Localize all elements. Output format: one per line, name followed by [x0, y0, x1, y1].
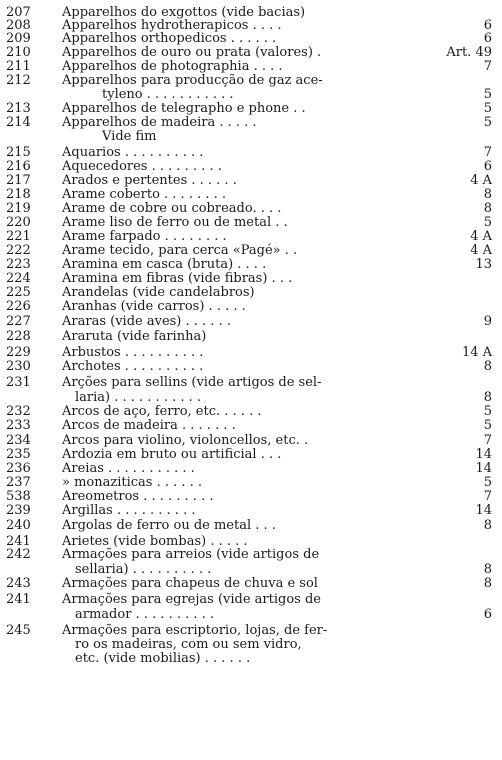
entry-number: 538 [6, 489, 31, 504]
entry-number: 223 [6, 257, 31, 272]
entry-number: 242 [6, 547, 31, 562]
entry-value: 8 [483, 201, 492, 216]
entry-number: 243 [6, 576, 31, 591]
entry-number: 230 [6, 359, 31, 374]
list-item [0, 606, 502, 623]
entry-description: Apparelhos de telegrapho e phone . . [62, 101, 306, 116]
entry-description: Arietes (vide bombas) . . . . . [62, 534, 248, 549]
entry-number: 220 [6, 215, 31, 230]
entry-description: Arbustos . . . . . . . . . . [62, 345, 204, 360]
entry-description: etc. (vide mobilias) . . . . . . [75, 651, 251, 666]
entry-number: 207 [6, 5, 31, 20]
entry-number: 217 [6, 173, 31, 188]
entry-value: 7 [483, 145, 492, 160]
entry-description: armador . . . . . . . . . . [75, 607, 215, 622]
entry-number: 233 [6, 418, 31, 433]
entry-number: 241 [6, 534, 31, 549]
entry-number: 229 [6, 345, 31, 360]
entry-value: 5 [483, 418, 492, 433]
entry-description: Armações para arreios (vide artigos de [62, 547, 320, 562]
entry-number: 209 [6, 31, 31, 46]
entry-description: Arame coberto . . . . . . . . [62, 187, 227, 202]
entry-description: tyleno . . . . . . . . . . . [102, 87, 234, 102]
entry-description: Armações para egrejas (vide artigos de [62, 592, 321, 607]
list-item [0, 328, 502, 345]
entry-value: Art. 49 [446, 45, 492, 60]
entry-number: 221 [6, 229, 31, 244]
entry-description: Arcos para violino, violoncellos, etc. . [62, 433, 309, 448]
entry-value: 7 [483, 59, 492, 74]
entry-value: 7 [483, 433, 492, 448]
entry-number: 222 [6, 243, 31, 258]
entry-description: Apparelhos orthopedicos . . . . . . [62, 31, 277, 46]
list-item [0, 650, 502, 667]
entry-description: Archotes . . . . . . . . . . [62, 359, 204, 374]
entry-number: 241 [6, 592, 31, 607]
entry-description: Armações para chapeus de chuva e sol [62, 576, 318, 591]
entry-description: Arame farpado . . . . . . . . [62, 229, 227, 244]
entry-value: 14 A [461, 345, 492, 360]
entry-number: 234 [6, 433, 31, 448]
entry-value: 6 [483, 159, 492, 174]
entry-value: 6 [483, 607, 492, 622]
entry-description: » monaziticas . . . . . . [62, 475, 203, 490]
entry-value: 14 [475, 461, 492, 476]
entry-number: 245 [6, 623, 31, 638]
entry-description: sellaria) . . . . . . . . . . [75, 562, 212, 577]
entry-description: Areometros . . . . . . . . . [62, 489, 214, 504]
entry-number: 219 [6, 201, 31, 216]
entry-description: Arandelas (vide candelabros) [62, 285, 255, 300]
entry-number: 227 [6, 314, 31, 329]
entry-description: Vide fim [102, 129, 157, 144]
entry-number: 228 [6, 329, 31, 344]
entry-description: Argolas de ferro ou de metal . . . [62, 518, 276, 533]
entry-value: 5 [483, 101, 492, 116]
entry-number: 210 [6, 45, 31, 60]
entry-description: laria) . . . . . . . . . . . [75, 390, 202, 405]
entry-number: 231 [6, 375, 31, 390]
entry-number: 235 [6, 447, 31, 462]
entry-number: 215 [6, 145, 31, 160]
entry-number: 211 [6, 59, 31, 74]
entry-description: Argillas . . . . . . . . . . [62, 503, 196, 518]
entry-number: 232 [6, 404, 31, 419]
entry-value: 4 A [470, 243, 492, 258]
entry-description: Apparelhos de ouro ou prata (valores) . [62, 45, 322, 60]
entry-value: 7 [483, 489, 492, 504]
entry-number: 218 [6, 187, 31, 202]
entry-value: 8 [483, 576, 492, 591]
entry-value: 6 [483, 18, 492, 33]
entry-value: 5 [483, 475, 492, 490]
entry-number: 212 [6, 73, 31, 88]
entry-value: 8 [483, 187, 492, 202]
entry-description: Armações para escriptorio, lojas, de fer- [62, 623, 328, 638]
list-item [0, 517, 502, 534]
entry-value: 4 A [470, 173, 492, 188]
entry-description: Arcos de aço, ferro, etc. . . . . . [62, 404, 262, 419]
entry-description: Ardozia em bruto ou artificial . . . [62, 447, 282, 462]
entry-description: Aranhas (vide carros) . . . . . [62, 299, 246, 314]
entry-description: Araras (vide aves) . . . . . . [62, 314, 231, 329]
entry-description: Arame de cobre ou cobreado. . . . [62, 201, 282, 216]
entry-description: Apparelhos de photographia . . . . [62, 59, 283, 74]
entry-value: 8 [483, 562, 492, 577]
list-item [0, 358, 502, 375]
entry-value: 13 [475, 257, 492, 272]
entry-number: 214 [6, 115, 31, 130]
entry-number: 216 [6, 159, 31, 174]
entry-value: 8 [483, 518, 492, 533]
entry-description: Apparelhos do exgottos (vide bacias) [62, 5, 306, 20]
entry-value: 5 [483, 215, 492, 230]
entry-description: ro os madeiras, com ou sem vidro, [75, 637, 302, 652]
entry-description: Arcos de madeira . . . . . . . [62, 418, 236, 433]
entry-number: 239 [6, 503, 31, 518]
entry-description: Arame tecido, para cerca «Pagé» . . [62, 243, 298, 258]
entry-value: 8 [483, 359, 492, 374]
entry-value: 14 [475, 503, 492, 518]
entry-description: Apparelhos hydrotherapicos . . . . [62, 18, 282, 33]
entry-number: 236 [6, 461, 31, 476]
entry-number: 213 [6, 101, 31, 116]
entry-description: Arções para sellins (vide artigos de sel- [62, 375, 322, 390]
entry-description: Arame liso de ferro ou de metal . . [62, 215, 288, 230]
entry-number: 224 [6, 271, 31, 286]
entry-number: 225 [6, 285, 31, 300]
entry-value: 14 [475, 447, 492, 462]
entry-description: Aramina em casca (bruta) . . . . [62, 257, 267, 272]
entry-value: 5 [483, 404, 492, 419]
entry-description: Aquecedores . . . . . . . . . [62, 159, 222, 174]
list-item [0, 575, 502, 592]
entry-description: Arados e pertentes . . . . . . [62, 173, 237, 188]
entry-description: Apparelhos de madeira . . . . . [62, 115, 257, 130]
entry-description: Aramina em fibras (vide fibras) . . . [62, 271, 293, 286]
entry-number: 240 [6, 518, 31, 533]
entry-number: 226 [6, 299, 31, 314]
entry-value: 5 [483, 87, 492, 102]
entry-description: Aquarios . . . . . . . . . . [62, 145, 204, 160]
entry-value: 6 [483, 31, 492, 46]
list-item [0, 128, 502, 145]
entry-number: 237 [6, 475, 31, 490]
entry-number: 208 [6, 18, 31, 33]
entry-description: Areias . . . . . . . . . . . [62, 461, 195, 476]
entry-value: 5 [483, 115, 492, 130]
entry-value: 8 [483, 390, 492, 405]
entry-description: Apparelhos para producção de gaz ace- [62, 73, 323, 88]
entry-description: Araruta (vide farinha) [62, 329, 207, 344]
entry-value: 4 A [470, 229, 492, 244]
entry-value: 9 [483, 314, 492, 329]
